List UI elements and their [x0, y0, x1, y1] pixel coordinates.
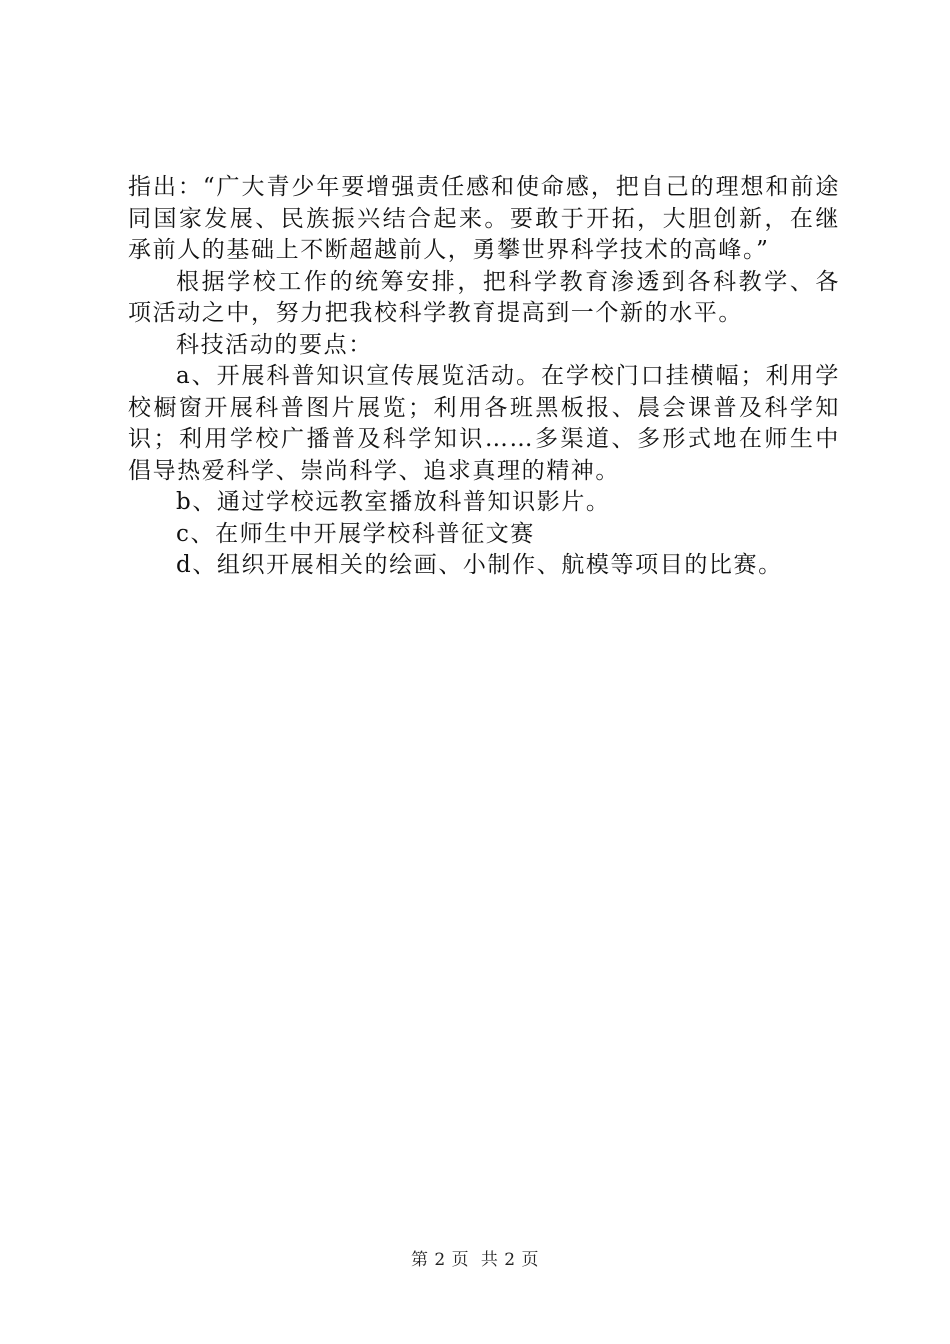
- list-item-b: b、通过学校远教室播放科普知识影片。: [176, 489, 611, 515]
- footer-separator: [469, 1250, 481, 1270]
- list-item-c: c、在师生中开展学校科普征文赛: [176, 520, 535, 547]
- page-number: 第 2 页: [410, 1250, 470, 1270]
- paragraph-arrangement: 根据学校工作的统筹安排，把科学教育渗透到各科教学、各项活动之中，努力把我校科学教育提高到一个新的水平。: [128, 268, 840, 326]
- list-item-a: a、开展科普知识宣传展览活动。在学校门口挂横幅；利用学校橱窗开展科普图片展览；利用各班黑板报、晨会课普及科学知识；利用学校广播普及科学知识……多渠道、多形式地在师生中倡导热爱科学、崇尚科学、追求真理的精神。: [128, 363, 840, 484]
- list-item-d: d、组织开展相关的绘画、小制作、航模等项目的比赛。: [176, 552, 783, 578]
- document-body: [128, 172, 840, 582]
- paragraph-key-points-heading: 科技活动的要点：: [176, 331, 373, 358]
- paragraph-quote-continuation: 指出：“广大青少年要增强责任感和使命感，把自己的理想和前途同国家发展、民族振兴结合起来。要敢于开拓，大胆创新，在继承前人的基础上不断超越前人，勇攀世界科学技术的高峰。”: [128, 174, 840, 263]
- page-total: 共 2 页: [480, 1250, 540, 1270]
- page-footer: [0, 1245, 950, 1270]
